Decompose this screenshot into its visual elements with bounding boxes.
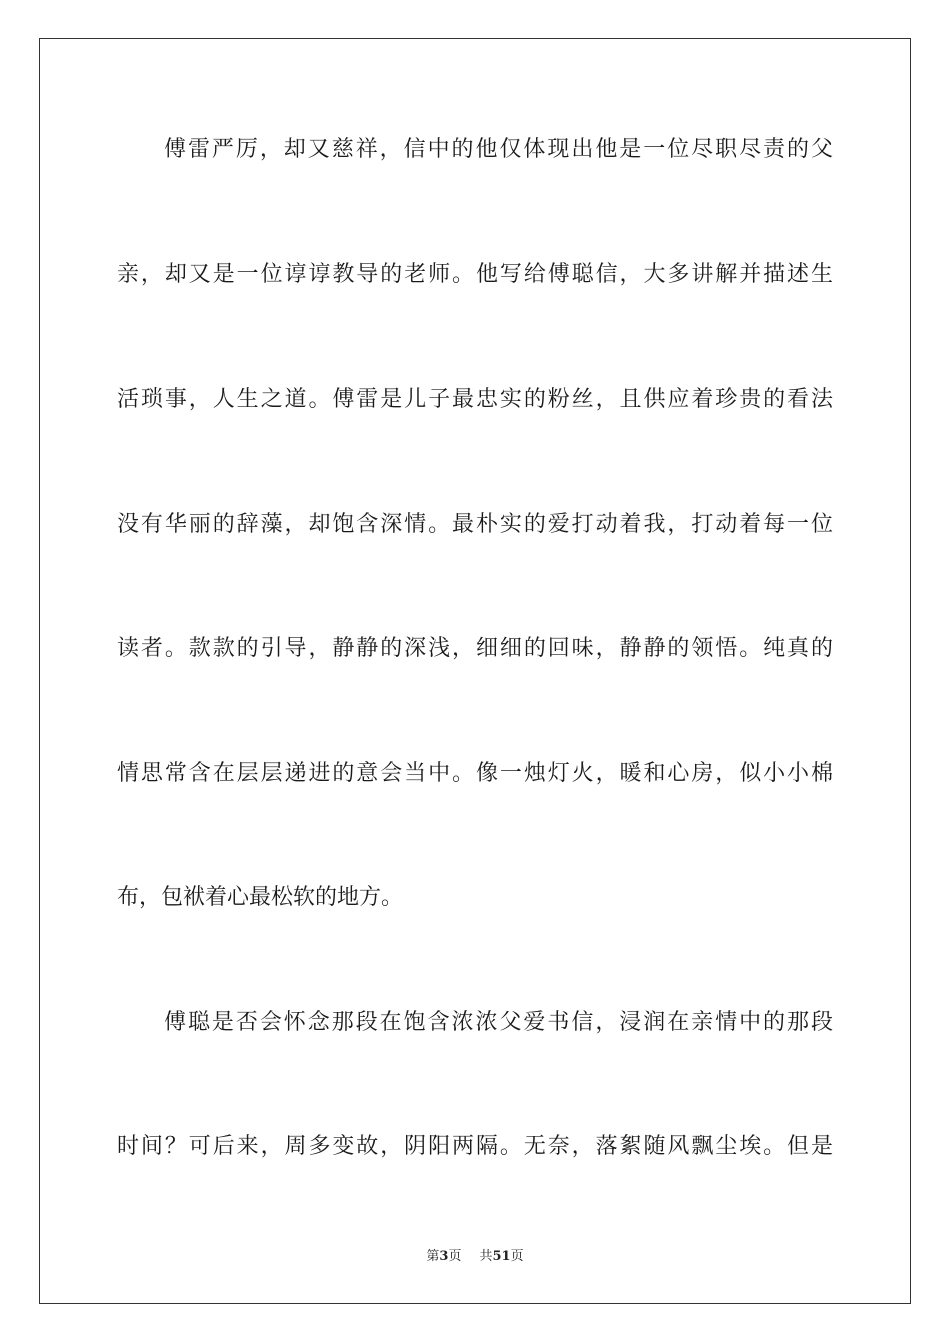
page-border (39, 38, 911, 1304)
text-line: 布，包袱着心最松软的地方。 (117, 885, 404, 910)
total-prefix: 共 (479, 1249, 493, 1264)
text-line: 读者。款款的引导，静静的深浅，细细的回味，静静的领悟。纯真的 (117, 636, 833, 661)
text-line: 亲，却又是一位谆谆教导的老师。他写给傅聪信，大多讲解并描述生 (117, 262, 833, 287)
page-number: 3 (439, 1249, 449, 1264)
text-line: 傅雷严厉，却又慈祥，信中的他仅体现出他是一位尽职尽责的父 (164, 137, 833, 162)
total-pages: 51 (492, 1249, 511, 1264)
text-line: 傅聪是否会怀念那段在饱含浓浓父爱书信，浸润在亲情中的那段 (164, 1010, 833, 1035)
text-line: 情思常含在层层递进的意会当中。像一烛灯火，暖和心房，似小小棉 (117, 761, 833, 786)
page-prefix: 第 (426, 1249, 440, 1264)
text-line: 时间？可后来，周多变故，阴阳两隔。无奈，落絮随风飘尘埃。但是 (117, 1134, 833, 1159)
total-suffix: 页 (510, 1249, 524, 1264)
text-line: 活琐事，人生之道。傅雷是儿子最忠实的粉丝，且供应着珍贵的看法 (117, 387, 833, 412)
page-suffix: 页 (448, 1249, 462, 1264)
page-footer (0, 1248, 950, 1266)
text-line: 没有华丽的辞藻，却饱含深情。最朴实的爱打动着我，打动着每一位 (117, 512, 833, 537)
